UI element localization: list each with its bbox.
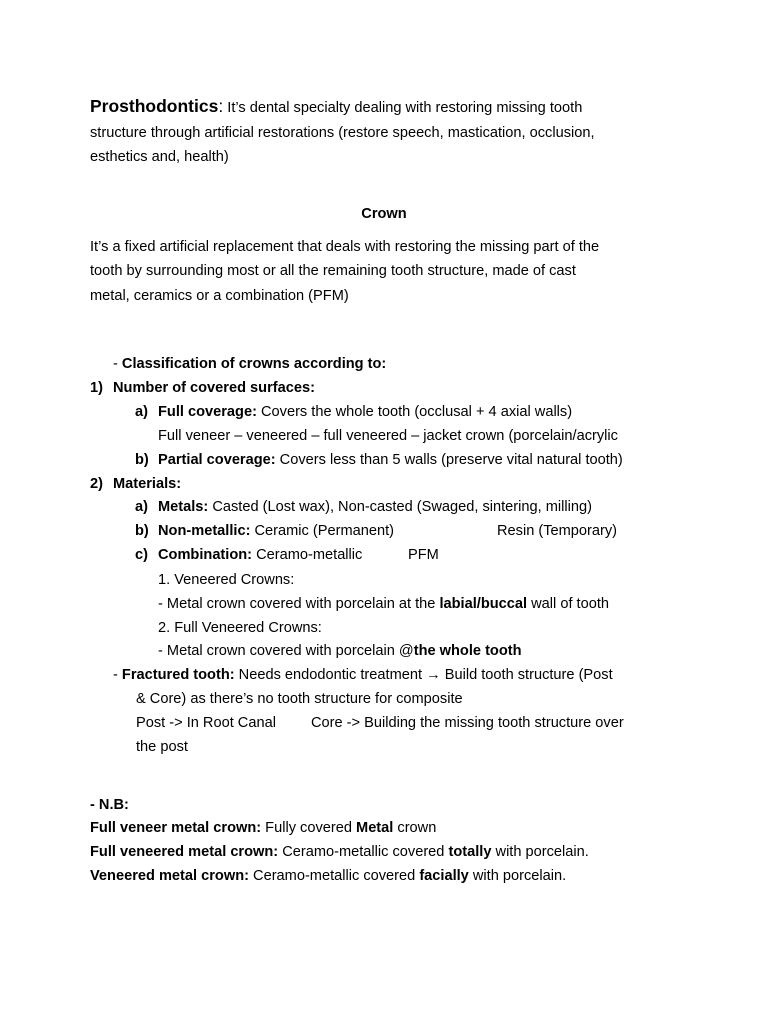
nb-row-1 — [90, 818, 436, 838]
sub-label: Combination: — [158, 547, 253, 563]
classification-heading — [113, 354, 386, 374]
desc-bold: labial/buccal — [439, 596, 528, 612]
intro-line-2: structure through artificial restorations (restore speech, mastication, occlusion, — [90, 125, 595, 141]
crown-heading: Crown — [361, 206, 407, 222]
sub-label: Metals: — [158, 499, 209, 515]
sub-content — [158, 450, 623, 470]
crown-line-1: It’s a fixed artificial replacement that deals with restoring the missing part of the — [90, 239, 600, 255]
nb-text-end: with porcelain. — [491, 844, 589, 860]
pfm-label: PFM — [408, 547, 439, 563]
nb-heading: - N.B: — [90, 797, 129, 813]
sub-text: Casted (Lost wax), Non-casted (Swaged, sintering, milling) — [208, 499, 592, 515]
nb-row-2 — [90, 842, 589, 862]
nb-row-3 — [90, 866, 566, 886]
full-veneered-crowns-desc — [158, 641, 522, 661]
fractured-tooth-line-2: & Core) as there’s no tooth structure for composite — [136, 691, 463, 707]
sub-letter: a) — [135, 499, 148, 515]
list-number: 1) — [90, 380, 103, 396]
nb-text: Ceramo-metallic covered — [278, 844, 449, 860]
sub-content — [158, 402, 572, 422]
veneered-crowns-heading: 1. Veneered Crowns: — [158, 572, 295, 588]
desc-bold: the whole tooth — [413, 643, 522, 659]
sub-letter: b) — [135, 452, 149, 468]
nb-label: Full veneer metal crown: — [90, 820, 262, 836]
nb-text: Ceramo-metallic covered — [248, 868, 420, 884]
nb-label: Full veneered metal crown: — [90, 844, 279, 860]
resin-temporary: Resin (Temporary) — [497, 523, 618, 539]
sub-label: Partial coverage: — [158, 452, 276, 468]
sub-text: Covers the whole tooth (occlusal + 4 axial walls) — [256, 404, 573, 420]
nb-text: Fully covered — [261, 820, 357, 836]
fractured-tooth-line-1 — [113, 665, 613, 685]
sub-item-combination — [135, 545, 363, 565]
sub-letter: a) — [135, 404, 148, 420]
nb-bold: Metal — [356, 820, 394, 836]
nb-label: Veneered metal crown: — [90, 868, 249, 884]
list-label: Materials: — [113, 476, 182, 492]
crown-line-3: metal, ceramics or a combination (PFM) — [90, 288, 349, 304]
sub-letter: b) — [135, 523, 149, 539]
sub-content — [158, 521, 394, 541]
intro-line-3: esthetics and, health) — [90, 149, 229, 165]
sub-label: Non-metallic: — [158, 523, 251, 539]
sub-item-full-coverage-detail: Full veneer – veneered – full veneered – jacket crown (porcelain/acrylic — [158, 428, 618, 444]
sub-item-metals — [135, 497, 592, 517]
nb-bold: totally — [448, 844, 492, 860]
desc-text-end: wall of tooth — [527, 596, 610, 612]
dash: - — [113, 356, 122, 372]
sub-item-full-coverage — [135, 402, 573, 422]
sub-content — [158, 497, 592, 517]
full-veneered-crowns-heading: 2. Full Veneered Crowns: — [158, 620, 322, 636]
sub-item-partial-coverage — [135, 450, 623, 470]
nb-text-end: crown — [393, 820, 437, 836]
term-colon: : — [218, 96, 224, 116]
veneered-crowns-desc — [158, 594, 609, 614]
sub-text: Covers less than 5 walls (preserve vital natural tooth) — [275, 452, 623, 468]
sub-text: Ceramo-metallic — [252, 547, 363, 563]
core-definition: Core -> Building the missing tooth structure over — [311, 715, 624, 731]
nb-text-end: with porcelain. — [468, 868, 567, 884]
fractured-label: Fractured tooth: — [121, 667, 235, 683]
crown-line-2: tooth by surrounding most or all the remaining tooth structure, made of cast — [90, 263, 576, 279]
desc-text: - Metal crown covered with porcelain at the — [158, 596, 440, 612]
post-definition: Post -> In Root Canal — [136, 715, 276, 731]
sub-content — [158, 545, 362, 565]
intro-text-1: It’s dental specialty dealing with restoring missing tooth — [223, 100, 583, 116]
list-item-2 — [90, 474, 182, 494]
sub-label: Full coverage: — [158, 404, 257, 420]
post-definition-end: the post — [136, 739, 188, 755]
sub-item-non-metallic — [135, 521, 394, 541]
list-item-1 — [90, 378, 315, 398]
classification-title: Classification of crowns according to: — [121, 356, 387, 372]
desc-text: - Metal crown covered with porcelain @ — [158, 643, 414, 659]
intro-line-1 — [90, 96, 582, 118]
list-label: Number of covered surfaces: — [113, 380, 315, 396]
fractured-text: Needs endodontic treatment → Build tooth structure (Post — [234, 667, 613, 683]
nb-bold: facially — [419, 868, 469, 884]
list-number: 2) — [90, 476, 103, 492]
term-prosthodontics: Prosthodontics — [90, 96, 219, 116]
sub-letter: c) — [135, 547, 148, 563]
sub-text: Ceramic (Permanent) — [250, 523, 394, 539]
dash: - — [113, 667, 122, 683]
